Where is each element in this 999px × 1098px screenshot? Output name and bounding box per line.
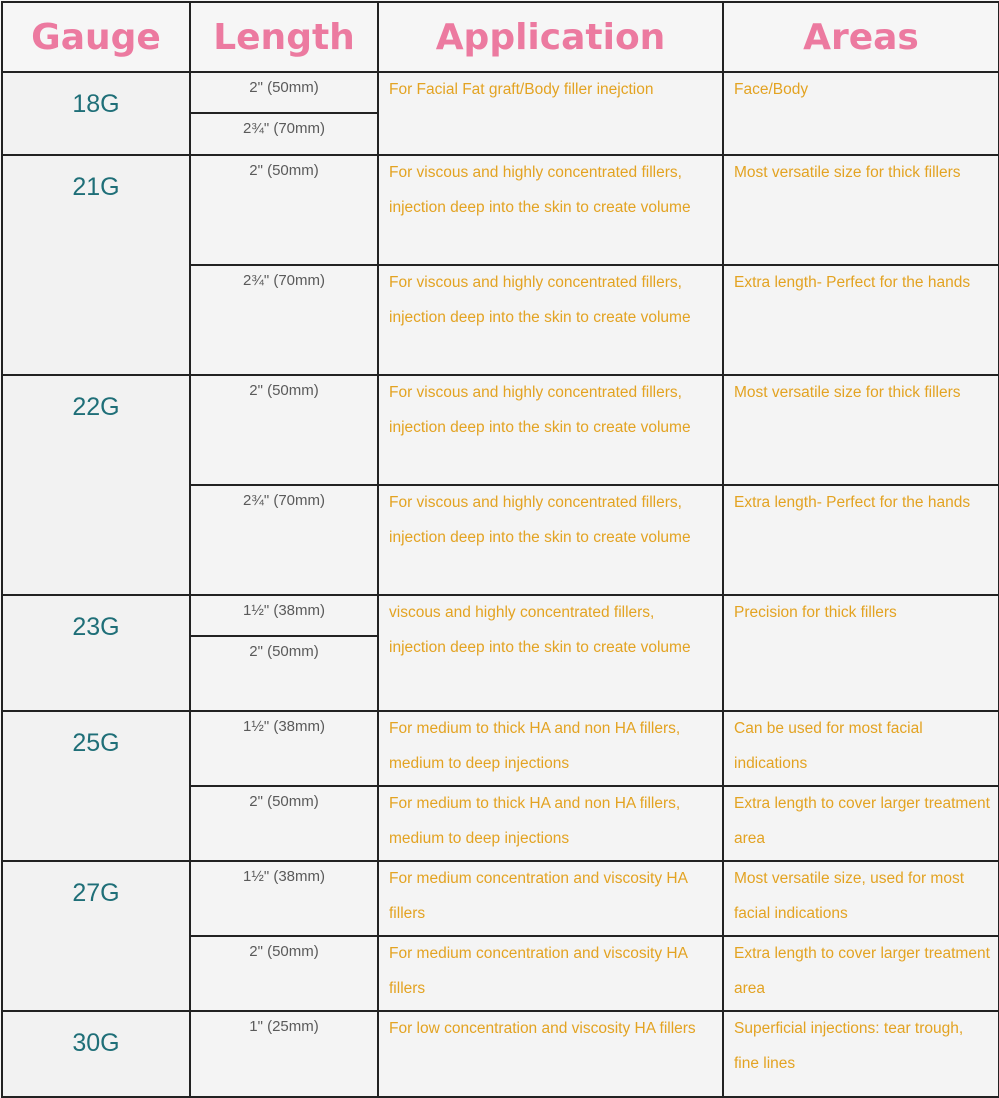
header-gauge: Gauge (2, 2, 190, 72)
gauge-cell: 23G (2, 595, 190, 711)
areas-cell: Extra length to cover larger treatment area (723, 936, 999, 1011)
table-row (2, 155, 999, 265)
areas-cell: Most versatile size, used for most facial indications (723, 861, 999, 936)
length-cell: 1½" (38mm) (190, 711, 378, 786)
application-cell: For medium to thick HA and non HA fillers, medium to deep injections (378, 711, 723, 786)
length-cell: 2" (50mm) (190, 155, 378, 265)
table-row (2, 375, 999, 485)
application-cell: For medium to thick HA and non HA fillers, medium to deep injections (378, 786, 723, 861)
header-areas: Areas (723, 2, 999, 72)
areas-cell: Face/Body (723, 72, 999, 155)
length-cell: 2¾" (70mm) (190, 265, 378, 375)
gauge-cell: 25G (2, 711, 190, 861)
application-cell: For viscous and highly concentrated fillers, injection deep into the skin to create volume (378, 155, 723, 265)
application-cell: For medium concentration and viscosity HA fillers (378, 861, 723, 936)
length-cell: 1½" (38mm) (190, 595, 378, 636)
table-row (2, 1011, 999, 1097)
length-cell: 2¾" (70mm) (190, 113, 378, 155)
gauge-cell: 22G (2, 375, 190, 595)
application-cell: For viscous and highly concentrated fillers, injection deep into the skin to create volume (378, 485, 723, 595)
gauge-cell: 27G (2, 861, 190, 1011)
gauge-cell: 30G (2, 1011, 190, 1097)
areas-cell: Extra length- Perfect for the hands (723, 485, 999, 595)
length-cell: 1" (25mm) (190, 1011, 378, 1097)
length-cell: 2" (50mm) (190, 636, 378, 711)
table-row (2, 72, 999, 113)
areas-cell: Precision for thick fillers (723, 595, 999, 711)
needle-gauge-table (1, 1, 999, 1098)
header-length: Length (190, 2, 378, 72)
areas-cell: Most versatile size for thick fillers (723, 155, 999, 265)
table-row (2, 711, 999, 786)
areas-cell: Most versatile size for thick fillers (723, 375, 999, 485)
length-cell: 1½" (38mm) (190, 861, 378, 936)
application-cell: For Facial Fat graft/Body filler inejction (378, 72, 723, 155)
table-row (2, 861, 999, 936)
length-cell: 2" (50mm) (190, 375, 378, 485)
length-cell: 2" (50mm) (190, 72, 378, 113)
header-application: Application (378, 2, 723, 72)
application-cell: For viscous and highly concentrated fillers, injection deep into the skin to create volume (378, 375, 723, 485)
length-cell: 2" (50mm) (190, 936, 378, 1011)
length-cell: 2¾" (70mm) (190, 485, 378, 595)
table-row (2, 595, 999, 636)
application-cell: For viscous and highly concentrated fillers, injection deep into the skin to create volume (378, 265, 723, 375)
areas-cell: Extra length to cover larger treatment area (723, 786, 999, 861)
areas-cell: Superficial injections: tear trough, fine lines (723, 1011, 999, 1097)
header-row (2, 2, 999, 72)
application-cell: viscous and highly concentrated fillers, injection deep into the skin to create volume (378, 595, 723, 711)
gauge-cell: 21G (2, 155, 190, 375)
application-cell: For medium concentration and viscosity HA fillers (378, 936, 723, 1011)
length-cell: 2" (50mm) (190, 786, 378, 861)
areas-cell: Can be used for most facial indications (723, 711, 999, 786)
gauge-cell: 18G (2, 72, 190, 155)
areas-cell: Extra length- Perfect for the hands (723, 265, 999, 375)
application-cell: For low concentration and viscosity HA fillers (378, 1011, 723, 1097)
